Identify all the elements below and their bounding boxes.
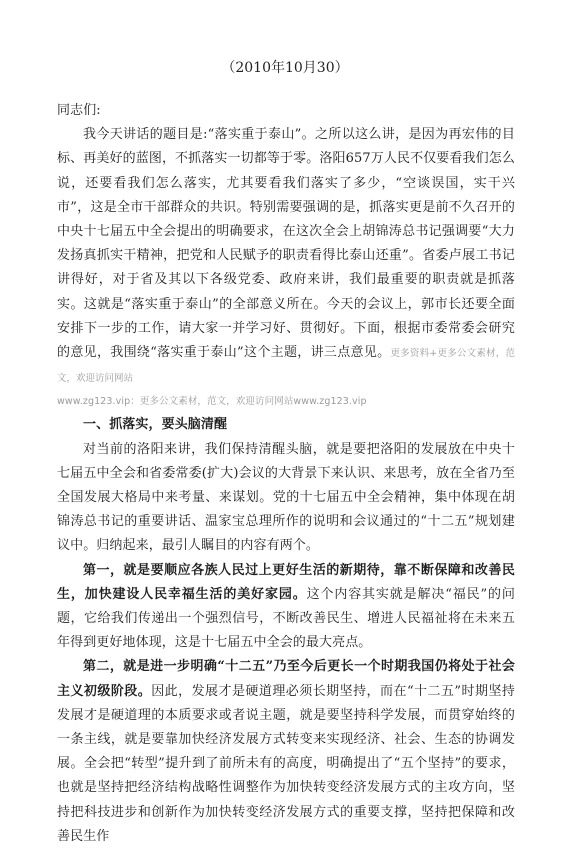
speech-date: （2010年10月30） — [221, 60, 349, 76]
salutation: 同志们: — [57, 103, 101, 118]
intro-paragraph-text: 我今天讲话的题目是:“落实重于泰山”。之所以这么讲，是因为再宏伟的目标、再美好的蓝图，不抓落实一切都等于零。洛阳657万人民不仅要看我们怎么说，还要看我们怎么落实，尤其要看我们落实了多少，“空谈误国，实干兴市”，这是全市干部群众的共识。特别需要强调的是，抓落实更是前不久召开的中央十七届五中全会提出的明确要求，在这次全会上胡锦涛总书记强调要“大力发扬真抓实干精神，把党和人民赋予的职责看得比泰山还重”。省委卢展工书记讲得好，对于省及其以下各级党委、政府来讲，我们最重要的职责就是抓落实。这就是“落实重于泰山”的全部意义所在。今天的会议上，郭市长还要全面安排下一步的工作，请大家一并学习好、贯彻好。下面，根据市委常委会研究的意见，我围绕“落实重于泰山”这个主题，讲三点意见。 — [57, 127, 515, 361]
point-2-lead: 第二，就是进一步明确“十二五”乃至今后更长一个时期我国仍将处于社会主义初级阶段。 — [57, 659, 515, 699]
point-1-lead: 第一，就是要顺应各族人民过上更好生活的新期待，靠不断保障和改善民生，加快建设人民幸福生活的美好家园。 — [57, 562, 515, 602]
point-1-body: 这个内容其实就是解决“福民”的问题，它给我们传递出一个强烈信号，不断改善民生、增进人民福祉将在未来五年得到更好地体现，这是十七届五中全会的最大亮点。 — [57, 586, 515, 651]
section-heading-1: 一、抓落实，要头脑清醒 — [83, 417, 228, 433]
document-body — [57, 99, 515, 849]
paragraph-point-1 — [57, 559, 515, 656]
watermark-inline-text: 更多资料+更多公文素材，范文，欢迎访问网站 — [57, 348, 515, 385]
point-2-body: 因此，发展才是硬道理必须长期坚持，而在“十二五”时期坚持发展才是硬道理的本质要求或者说主题，就是要坚持科学发展，而贯穿始终的一条主线，就是要靠加快经济发展方式转变来实现经济、社会、生态的协调发展。全会把“转型”提升到了前所未有的高度，明确提出了“五个坚持”的要求，也就是坚持把经济结构战略性调整作为加快转变经济发展方式的主攻方向，坚持把科技进步和创新作为加快转变经济发展方式的重要支撑，坚持把保障和改善民生作 — [57, 683, 516, 844]
intro-paragraph — [57, 123, 515, 391]
watermark-line-text: www.zg123.vip：更多公文素材，范文，欢迎访问网站www.zg123.vip — [57, 396, 367, 408]
paragraph-context: 对当前的洛阳来讲，我们保持清醒头脑，就是要把洛阳的发展放在中央十七届五中全会和省委常委(扩大)会议的大背景下来认识、来思考，放在全省乃至全国发展大格局中来考量、来谋划。党的十七届五中全会精神，集中体现在胡锦涛总书记的重要讲话、温家宝总理所作的说明和会议通过的“十二五”规划建议中。归纳起来，最引人瞩目的内容有两个。 — [57, 441, 515, 554]
paragraph-point-2 — [57, 655, 515, 849]
